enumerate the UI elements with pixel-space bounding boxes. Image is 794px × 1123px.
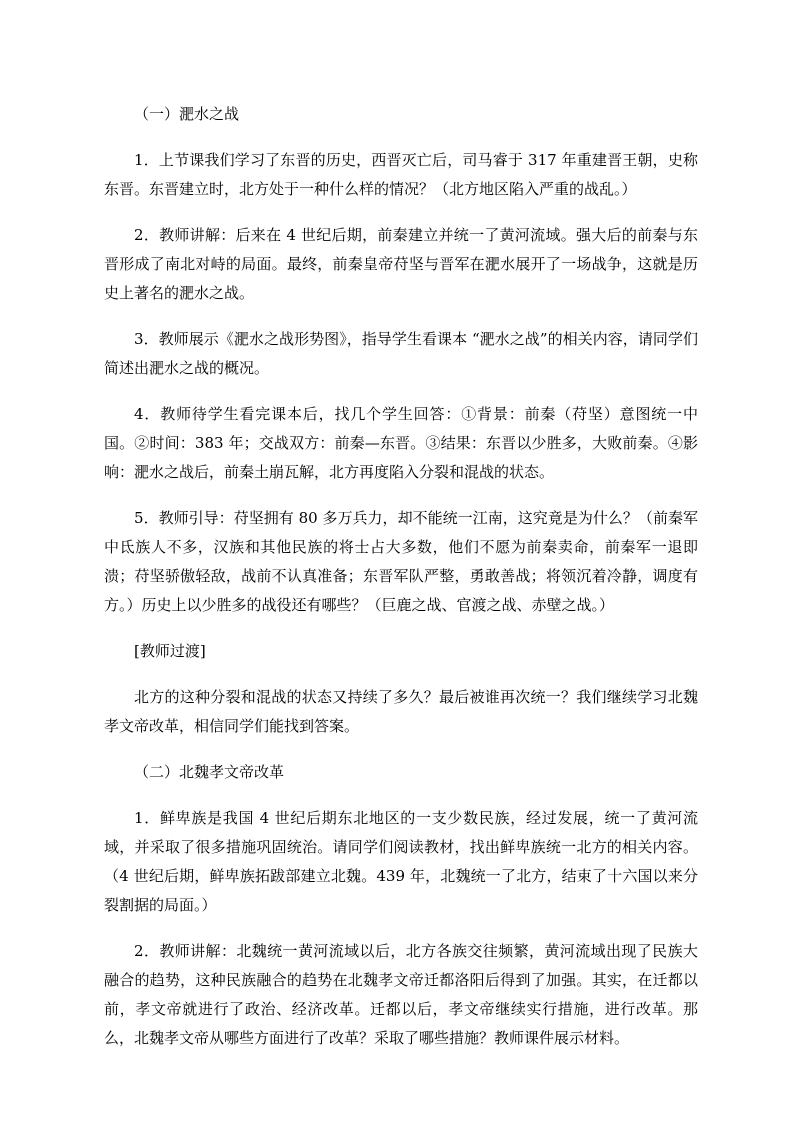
paragraph-1: 1．上节课我们学习了东晋的历史，西晋灭亡后，司马睿于 317 年重建晋王朝，史称东晋。东晋建立时，北方处于一种什么样的情况？（北方地区陷入严重的战乱。） bbox=[104, 151, 698, 198]
transition-label: [教师过渡] bbox=[134, 642, 206, 660]
paragraph-5: 5．教师引导：苻坚拥有 80 多万兵力，却不能统一江南，这究竟是为什么？（前秦军中氐族人不多，汉族和其他民族的将士占大多数，他们不愿为前秦卖命，前秦军一退即溃；苻坚骄傲轻敌，战前不认真准备；东晋军队严整，勇敢善战；将领沉着冷静，调度有方。）历史上以少胜多的战役还有哪些？（巨鹿之战、官渡之战、赤壁之战。） bbox=[104, 509, 698, 614]
paragraph-6: 1．鲜卑族是我国 4 世纪后期东北地区的一支少数民族，经过发展，统一了黄河流域，并采取了很多措施巩固统治。请同学们阅读教材，找出鲜卑族统一北方的相关内容。（4 世纪后期，鲜卑族拓跋部建立北魏。439 年，北魏统一了北方，结束了十六国以来分裂割据的局面。） bbox=[104, 809, 698, 914]
transition-paragraph: 北方的这种分裂和混战的状态又持续了多久？最后被谁再次统一？我们继续学习北魏孝文帝改革，相信同学们能找到答案。 bbox=[104, 688, 698, 735]
paragraph-2: 2．教师讲解：后来在 4 世纪后期，前秦建立并统一了黄河流域。强大后的前秦与东晋形成了南北对峙的局面。最终，前秦皇帝苻坚与晋军在淝水展开了一场战争，这就是历史上著名的淝水之战。 bbox=[104, 226, 698, 302]
paragraph-7: 2．教师讲解：北魏统一黄河流域以后，北方各族交往频繁，黄河流域出现了民族大融合的趋势，这种民族融合的趋势在北魏孝文帝迁都洛阳后得到了加强。其实，在迁都以前，孝文帝就进行了政治、经济改革。迁都以后，孝文帝继续实行措施，进行改革。那么，北魏孝文帝从哪些方面进行了改革？采取了哪些措施？教师课件展示材料。 bbox=[104, 942, 698, 1047]
paragraph-4: 4．教师待学生看完课本后，找几个学生回答：①背景：前秦（苻坚）意图统一中国。②时间：383 年；交战双方：前秦—东晋。③结果：东晋以少胜多，大败前秦。④影响：淝水之战后，前秦土崩瓦解，北方再度陷入分裂和混战的状态。 bbox=[104, 405, 698, 481]
paragraph-3: 3．教师展示《淝水之战形势图》，指导学生看课本 “淝水之战”的相关内容，请同学们简述出淝水之战的概况。 bbox=[104, 330, 698, 377]
section-heading-feishui: （一）淝水之战 bbox=[134, 105, 240, 123]
section-heading-xiaowen: （二）北魏孝文帝改革 bbox=[134, 763, 285, 781]
document-body bbox=[104, 100, 698, 1070]
